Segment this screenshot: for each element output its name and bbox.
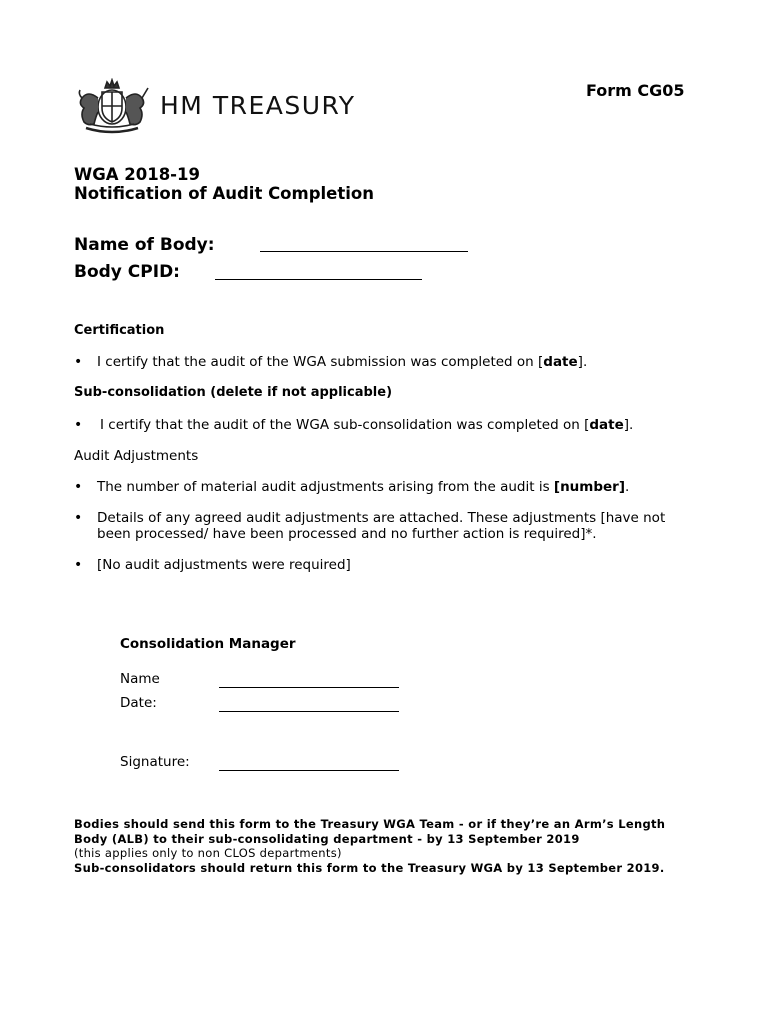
adjustments-count-statement: The number of material audit adjustments arising from the audit is [number]. bbox=[97, 479, 630, 495]
date-placeholder[interactable]: date bbox=[589, 417, 624, 433]
manager-name-field[interactable] bbox=[219, 687, 399, 688]
bullet-icon: • bbox=[74, 354, 83, 370]
form-code: Form CG05 bbox=[586, 81, 685, 100]
consolidation-manager-heading: Consolidation Manager bbox=[120, 636, 296, 652]
sub-consolidator-deadline-note: Sub-consolidators should return this form to the Treasury WGA by 13 September 2019. bbox=[74, 860, 665, 875]
document-year-title: WGA 2018-19 bbox=[74, 165, 200, 184]
manager-date-field[interactable] bbox=[219, 711, 399, 712]
clos-note: (this applies only to non CLOS departments) bbox=[74, 846, 342, 860]
name-of-body-field[interactable] bbox=[260, 251, 468, 252]
submission-deadline-note: Bodies should send this form to the Treasury WGA Team - or if they’re an Arm’s Length Body (ALB) to their sub-consolidating department - by 13 September 2019 bbox=[74, 817, 666, 846]
bullet-icon: • bbox=[74, 417, 83, 433]
no-adjustments-statement: [No audit adjustments were required] bbox=[97, 557, 351, 573]
number-placeholder[interactable]: [number] bbox=[553, 479, 626, 495]
date-placeholder[interactable]: date bbox=[543, 354, 578, 370]
manager-name-label: Name bbox=[120, 671, 160, 687]
body-cpid-label: Body CPID: bbox=[74, 262, 180, 282]
manager-date-label: Date: bbox=[120, 695, 157, 711]
sub-consolidation-statement: I certify that the audit of the WGA sub-consolidation was completed on [date]. bbox=[100, 417, 634, 433]
signature-label: Signature: bbox=[120, 754, 190, 770]
royal-coat-of-arms-icon bbox=[72, 78, 152, 136]
submission-instructions bbox=[74, 817, 694, 875]
bullet-icon: • bbox=[74, 479, 83, 495]
document-title: Notification of Audit Completion bbox=[74, 184, 374, 203]
sub-consolidation-heading: Sub-consolidation (delete if not applicable) bbox=[74, 385, 393, 400]
signature-field[interactable] bbox=[219, 770, 399, 771]
audit-adjustments-heading: Audit Adjustments bbox=[74, 448, 199, 464]
bullet-icon: • bbox=[74, 557, 83, 573]
bullet-icon: • bbox=[74, 510, 83, 526]
certification-statement: I certify that the audit of the WGA submission was completed on [date]. bbox=[97, 354, 588, 370]
body-cpid-field[interactable] bbox=[215, 279, 422, 280]
adjustments-details-statement: Details of any agreed audit adjustments are attached. These adjustments [have not been processed/ have been processed and no further action is required]*. bbox=[97, 510, 666, 542]
organisation-name: HM TREASURY bbox=[160, 91, 356, 120]
certification-heading: Certification bbox=[74, 323, 165, 338]
name-of-body-label: Name of Body: bbox=[74, 235, 215, 255]
